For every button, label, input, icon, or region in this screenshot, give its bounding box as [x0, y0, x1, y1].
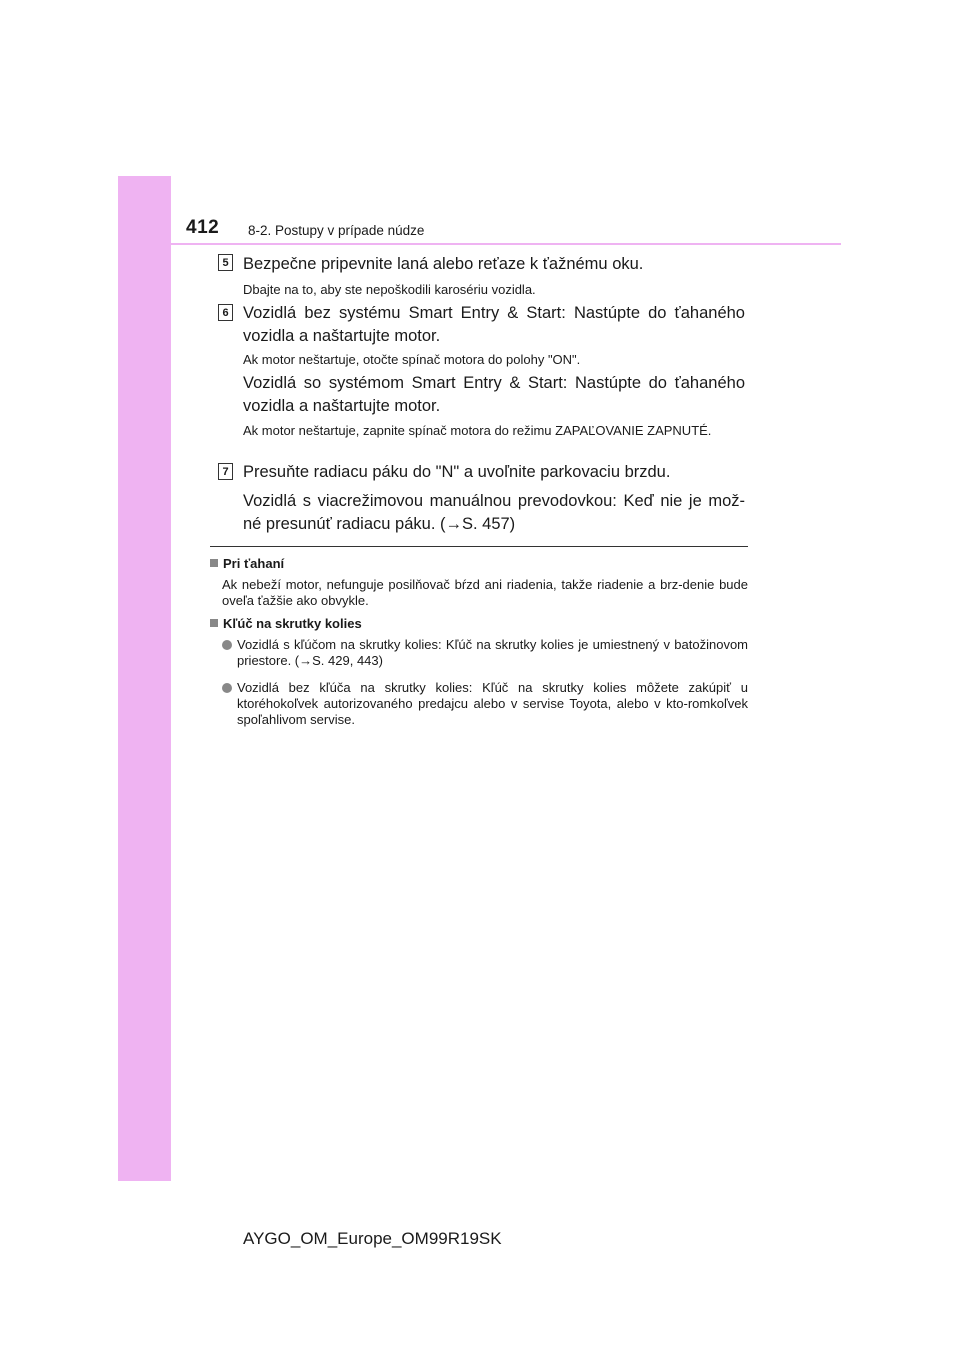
note-body-towing: Ak nebeží motor, nefunguje posilňovač bŕzd ani riadenia, takže riadenie a brz-denie bude oveľa ťažšie ako obvykle.	[222, 577, 748, 608]
step-7-text: Presuňte radiacu páku do "N" a uvoľnite parkovaciu brzdu.	[243, 463, 671, 481]
square-bullet-icon	[210, 559, 218, 567]
step-6-text: Vozidlá bez systému Smart Entry & Start: Nastúpte do ťahaného vozidla a naštartujte motor.	[243, 304, 745, 345]
step-7-text-alt: Vozidlá s viacrežimovou manuálnou prevodovkou: Keď nie je mož-né presunúť radiacu páku. (→S. 457)	[243, 492, 745, 533]
chapter-side-tab	[118, 176, 171, 1181]
step-6-note-alt: Ak motor neštartuje, zapnite spínač motora do režimu ZAPAĽOVANIE ZAPNUTÉ.	[243, 423, 712, 438]
header-rule	[171, 243, 841, 245]
section-title: 8-2. Postupy v prípade núdze	[248, 223, 425, 238]
section-divider	[210, 546, 748, 547]
page-number: 412	[186, 217, 220, 238]
step-number-6: 6	[218, 304, 233, 321]
note-heading-towing: Pri ťahaní	[210, 556, 284, 572]
step-6-note: Ak motor neštartuje, otočte spínač motora do polohy "ON".	[243, 352, 581, 367]
step-5-text: Bezpečne pripevnite laná alebo reťaze k ťažnému oku.	[243, 255, 644, 273]
step-6-text-alt: Vozidlá so systémom Smart Entry & Start: Nastúpte do ťahaného vozidla a naštartujte motor.	[243, 374, 745, 415]
step-5-note: Dbajte na to, aby ste nepoškodili karosériu vozidla.	[243, 282, 536, 297]
step-number-5: 5	[218, 254, 233, 271]
circle-bullet-icon	[222, 683, 232, 693]
note-heading-wheel-wrench: Kľúč na skrutky kolies	[210, 616, 362, 632]
circle-bullet-icon	[222, 640, 232, 650]
list-item: Vozidlá bez kľúča na skrutky kolies: Kľúč na skrutky kolies môžete zakúpiť u ktoréhokoľvek autorizovaného predajcu alebo v servise Toyota, alebo v kto-romkoľvek spoľahlivom servise.	[222, 680, 748, 728]
step-number-7: 7	[218, 463, 233, 480]
list-item: Vozidlá s kľúčom na skrutky kolies: Kľúč na skrutky kolies je umiestnený v batožinovom priestore. (→S. 429, 443)	[222, 637, 748, 669]
document-code: AYGO_OM_Europe_OM99R19SK	[243, 1229, 502, 1248]
square-bullet-icon	[210, 619, 218, 627]
